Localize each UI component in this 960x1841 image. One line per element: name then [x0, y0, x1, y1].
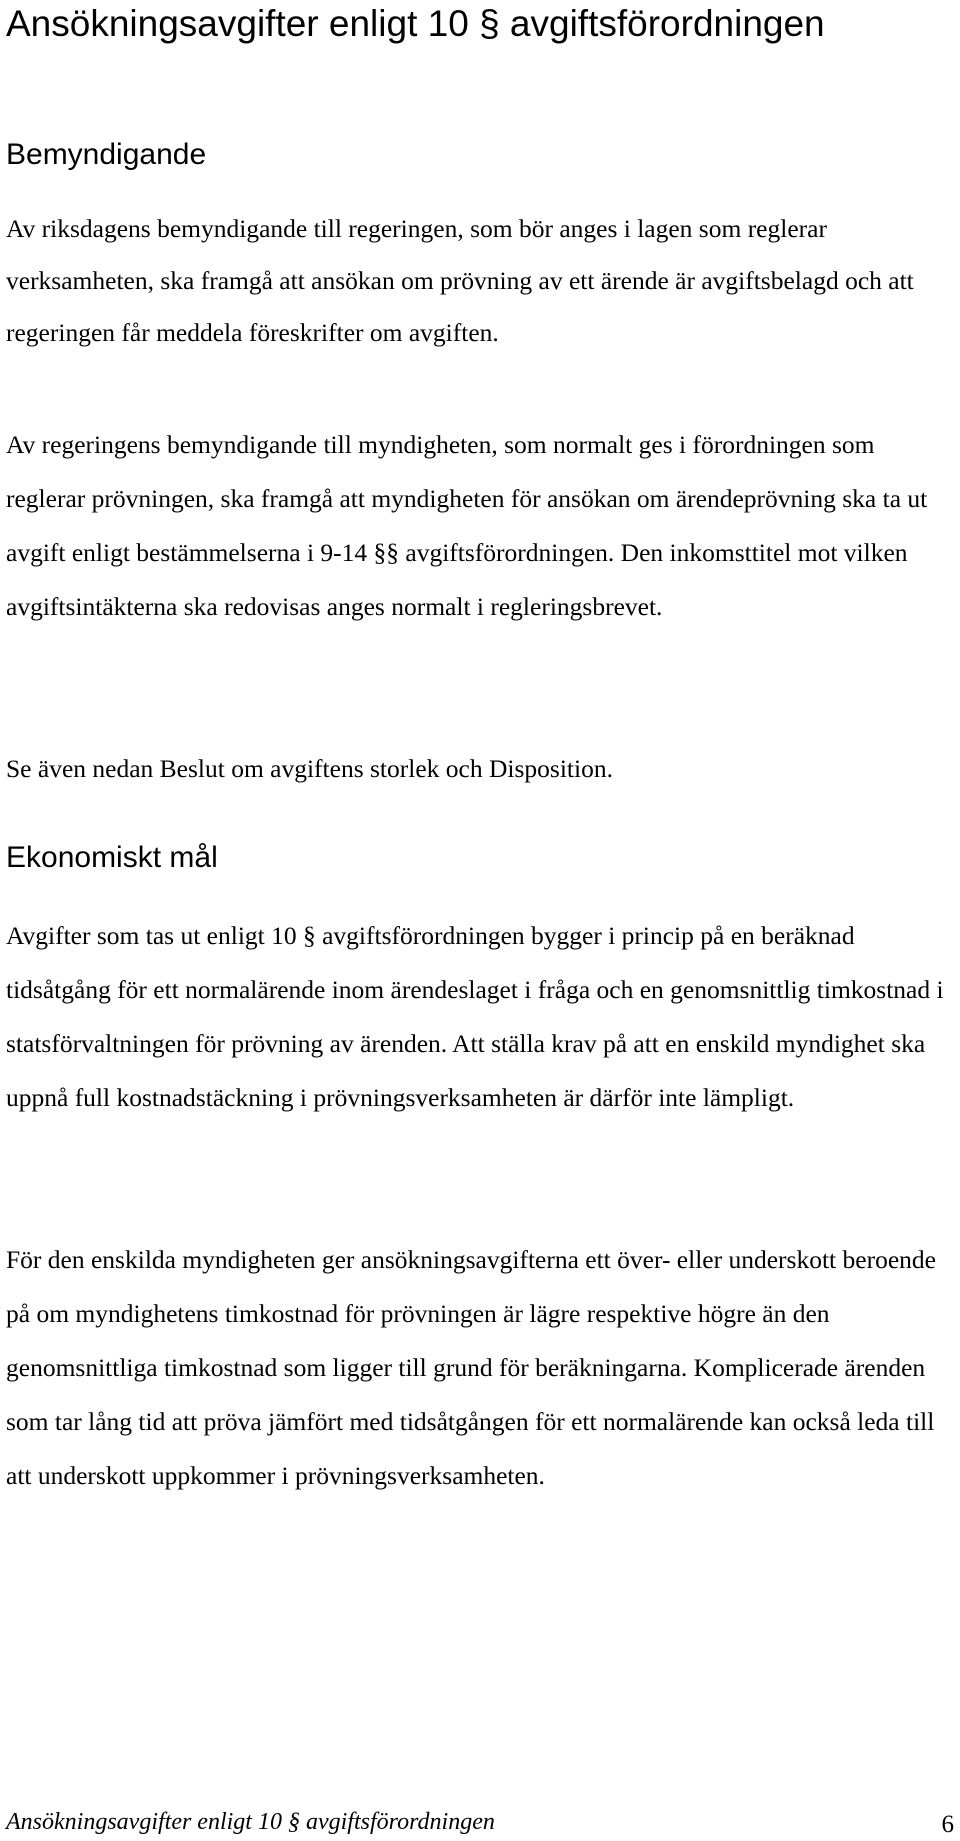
page-number: 6 [941, 1811, 954, 1838]
section-heading-ekonomiskt-mal: Ekonomiskt mål [6, 841, 218, 874]
paragraph-regeringens-bemyndigande: Av regeringens bemyndigande till myndigheten, som normalt ges i förordningen som reglerar prövningen, ska framgå att myndigheten för ansökan om ärendeprövning ska ta ut avgift enligt bestämmelserna i 9-14 §§ avgiftsförordningen. Den inkomsttitel mot vilken avgiftsintäkterna ska redovisas anges normalt i regleringsbrevet. [6, 430, 928, 621]
page-footer [6, 1807, 954, 1841]
paragraph-avgifter: Avgifter som tas ut enligt 10 § avgiftsförordningen bygger i princip på en beräknad tidsåtgång för ett normalärende inom ärendeslaget i fråga och en genomsnittlig timkostnad i statsförvaltningen för prövning av ärenden. Att ställa krav på att en enskild myndighet ska uppnå full kostnadstäckning i prövningsverksamheten är därför inte lämpligt. [6, 921, 944, 1112]
paragraph-enskilda-myndigheten: För den enskilda myndigheten ger ansökningsavgifterna ett över- eller underskott beroende på om myndighetens timkostnad för prövningen är lägre respektive högre än den genomsnittliga timkostnad som ligger till grund för beräkningarna. Komplicerade ärenden som tar lång tid att pröva jämfört med tidsåtgången för ett normalärende kan också leda till att underskott uppkommer i prövningsverksamheten. [6, 1245, 936, 1490]
footer-title: Ansökningsavgifter enligt 10 § avgiftsförordningen [6, 1809, 495, 1835]
paragraph-riksdagens-bemyndigande: Av riksdagens bemyndigande till regeringen, som bör anges i lagen som reglerar verksamheten, ska framgå att ansökan om prövning av ett ärende är avgiftsbelagd och att regeringen får meddela föreskrifter om avgiften. [6, 214, 914, 347]
section-heading-bemyndigande: Bemyndigande [6, 138, 207, 171]
paragraph-se-aven: Se även nedan Beslut om avgiftens storlek och Disposition. [6, 754, 613, 783]
document-title: Ansökningsavgifter enligt 10 § avgiftsförordningen [6, 3, 825, 44]
